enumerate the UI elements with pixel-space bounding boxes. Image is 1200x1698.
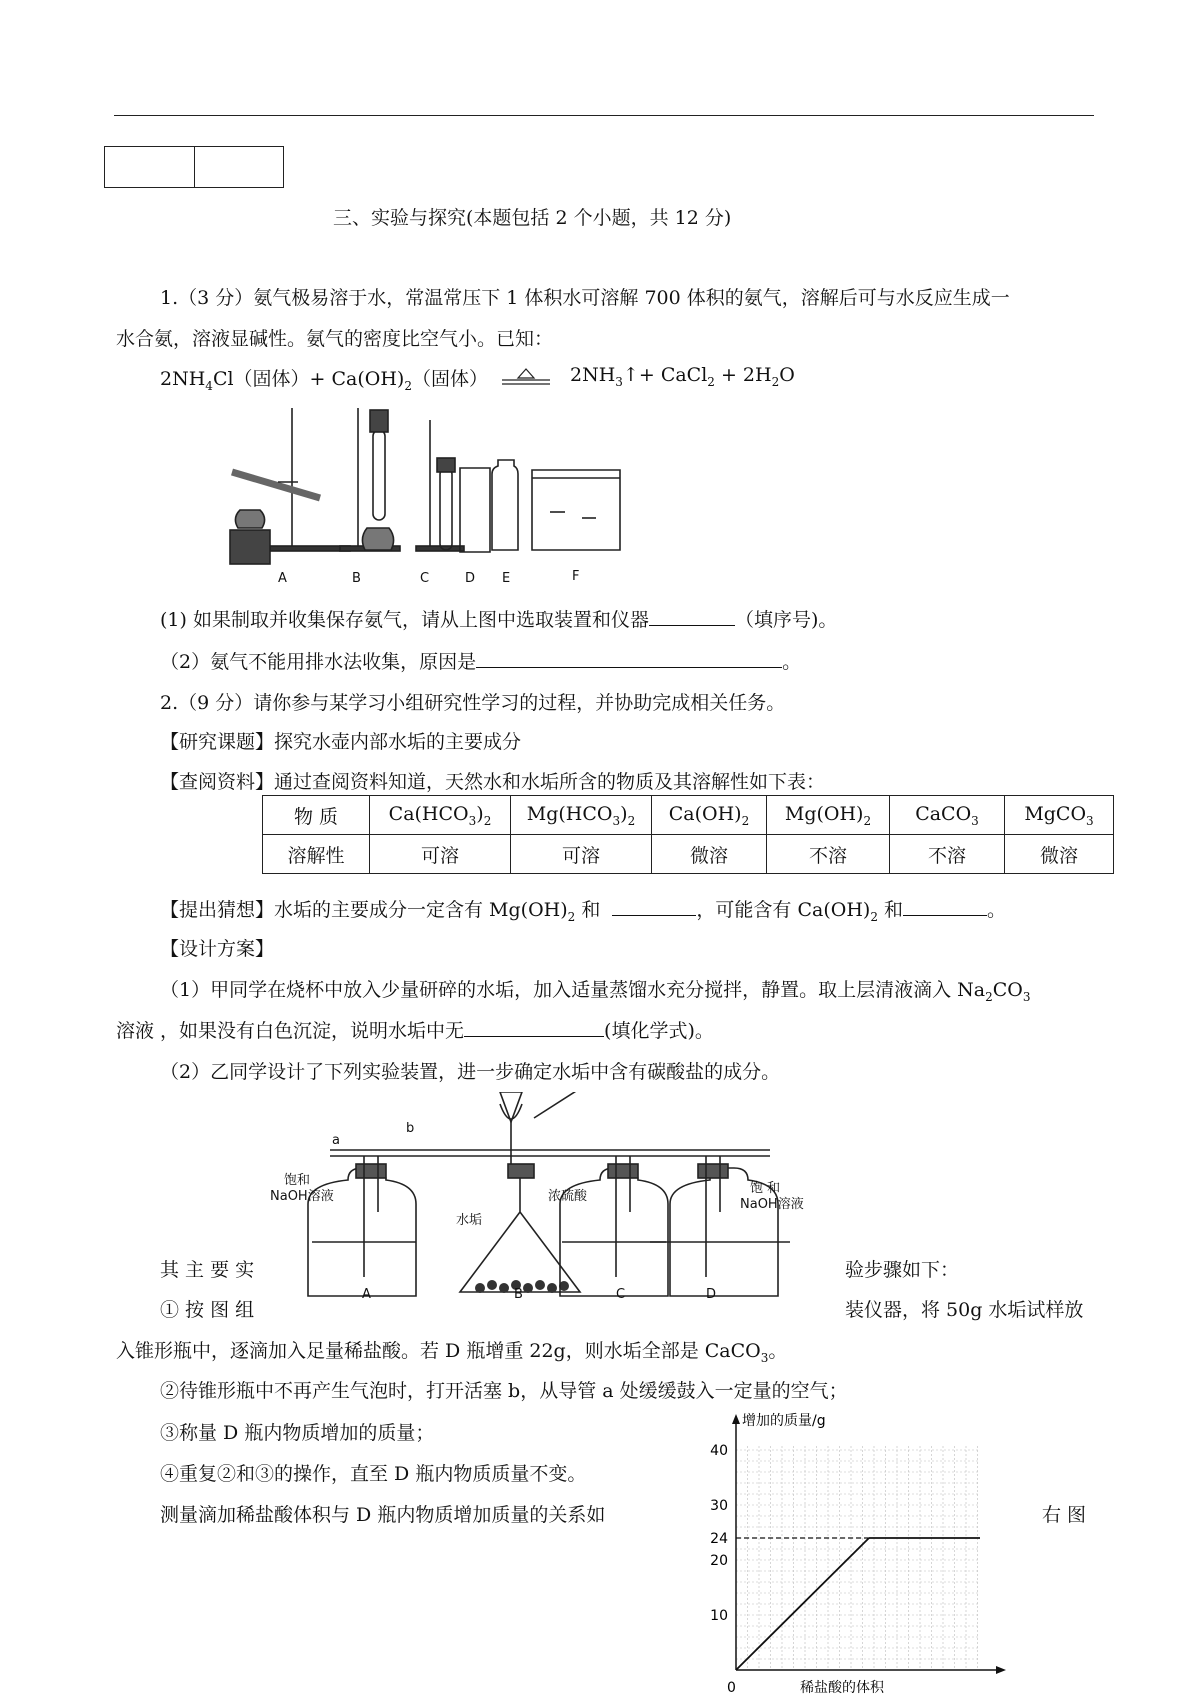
y-tick-label: 24 — [710, 1531, 728, 1547]
table-cell: MgCO$_3$ — [1005, 796, 1114, 835]
section-title: 三、实验与探究(本题包括 2 个小题，共 12 分) — [333, 207, 732, 229]
step1-right: 装仪器，将 50g 水垢试样放 — [845, 1299, 1084, 1321]
q1-sub2: （2）氨气不能用排水法收集，原因是 。 — [160, 651, 802, 673]
table-cell: 不溶 — [890, 835, 1005, 874]
score-cell-2 — [195, 147, 284, 187]
bottle-letter-b: B — [514, 1287, 523, 1302]
flask-b-label: 水垢 — [456, 1213, 483, 1228]
table-cell: $Mg(OH)_2$ — [767, 796, 890, 835]
q2-p1: （1）甲同学在烧杯中放入少量研碎的水垢，加入适量蒸馏水充分搅拌，静置。取上层清液滴入 $Na_2CO_3$ — [160, 979, 1031, 1004]
step4: ④重复②和③的操作，直至 D 瓶内物质质量不变。 — [160, 1463, 587, 1485]
apparatus-label-f: F — [572, 569, 580, 584]
q2-guess: 【提出猜想】水垢的主要成分一定含有 $Mg(OH)_2$ 和 ，可能含有 $Ca(OH)_2$ 和 。 — [160, 899, 1007, 924]
table-cell: $Ca(HCO_3)_2$ — [370, 796, 511, 835]
valve-b-label: b — [406, 1121, 415, 1136]
y-tick-label: 20 — [710, 1553, 728, 1569]
steps-right: 验步骤如下： — [845, 1259, 960, 1281]
apparatus-a-block — [230, 530, 270, 564]
chart-ylabel: 增加的质量/g — [742, 1413, 826, 1429]
tube-a-label: a — [332, 1133, 340, 1148]
q1-line2: 水合氨，溶液显碱性。氨气的密度比空气小。已知： — [116, 328, 554, 350]
step1-left: ① 按 图 组 — [160, 1299, 255, 1321]
guess-blank-1[interactable] — [612, 897, 696, 916]
q1-sub1-blank[interactable] — [649, 607, 735, 626]
bottle-letter-a: A — [362, 1287, 371, 1302]
q2-design: 【设计方案】 — [160, 938, 275, 960]
table-cell: CaCO$_3$ — [890, 796, 1005, 835]
table-row — [263, 796, 1114, 835]
table-cell: 溶解性 — [263, 835, 370, 874]
q1-equation-right: $2NH_3↑+$ CaCl$_2$ + $2H_2O$ — [570, 364, 795, 389]
q1-sub2-blank[interactable] — [476, 649, 782, 668]
table-cell: 可溶 — [511, 835, 652, 874]
table-cell: 可溶 — [370, 835, 511, 874]
chart-grid — [736, 1446, 980, 1670]
apparatus-label-c: C — [420, 571, 430, 586]
experiment-apparatus-figure — [270, 1092, 810, 1302]
apparatus-label-e: E — [502, 571, 511, 586]
q2-info: 【查阅资料】通过查阅资料知道，天然水和水垢所含的物质及其溶解性如下表： — [160, 771, 826, 793]
apparatus-label-b: B — [352, 571, 361, 586]
apparatus-label-d: D — [465, 571, 476, 586]
step2: ②待锥形瓶中不再产生气泡时，打开活塞 b，从导管 a 处缓缓鼓入一定量的空气； — [160, 1380, 848, 1402]
chart-origin-label: 0 — [727, 1680, 736, 1695]
bottle-letter-d: D — [706, 1287, 717, 1302]
q1-line1: 1.（3 分）氨气极易溶于水，常温常压下 1 体积水可溶解 700 体积的氨气，溶解后可与水反应生成一 — [160, 287, 1010, 309]
q1-sub1: (1) 如果制取并收集保存氨气，请从上图中选取装置和仪器 （填序号)。 — [160, 609, 838, 631]
chart-xlabel: 稀盐酸的体积 — [800, 1680, 884, 1695]
q1-equation-left: $2NH_4Cl$（固体）+ $Ca(OH)_2$（固体） — [160, 368, 489, 393]
measure-left: 测量滴加稀盐酸体积与 D 瓶内物质增加质量的关系如 — [160, 1504, 606, 1526]
step1-line2: 入锥形瓶中，逐滴加入足量稀盐酸。若 D 瓶增重 22g，则水垢全部是 CaCO$_3$。 — [116, 1340, 788, 1365]
y-tick-label: 40 — [710, 1443, 728, 1459]
heat-symbol-icon — [500, 366, 552, 386]
solubility-table — [262, 795, 1114, 874]
bottle-a-label-2: NaOH溶液 — [270, 1189, 334, 1204]
table-row — [263, 835, 1114, 874]
apparatus-label-a: A — [278, 571, 287, 586]
table-cell: 微溶 — [652, 835, 767, 874]
chart-axes — [732, 1414, 1006, 1674]
x-axis-arrow-icon — [996, 1666, 1006, 1674]
header-rule — [114, 115, 1094, 116]
bottle-a-label-1: 饱和 — [284, 1173, 311, 1188]
score-box — [104, 146, 284, 188]
measure-right: 右 图 — [1042, 1504, 1087, 1526]
step3: ③称量 D 瓶内物质增加的质量； — [160, 1422, 435, 1444]
y-tick-label: 10 — [710, 1608, 728, 1624]
table-cell: 物 质 — [263, 796, 370, 835]
y-axis-arrow-icon — [732, 1414, 740, 1424]
guess-blank-2[interactable] — [903, 897, 987, 916]
bottle-c-label: 浓硫酸 — [548, 1189, 588, 1204]
apparatus-figure — [220, 400, 700, 590]
q2-intro: 2.（9 分）请你参与某学习小组研究性学习的过程，并协助完成相关任务。 — [160, 692, 786, 714]
table-cell: $Mg(HCO_3)_2$ — [511, 796, 652, 835]
q2-p1-line2: 溶液 ，如果没有白色沉淀，说明水垢中无 (填化学式)。 — [116, 1020, 714, 1042]
mass-chart — [690, 1410, 1010, 1695]
bottle-letter-c: C — [616, 1287, 626, 1302]
bottle-d-label-2: NaOH溶液 — [740, 1197, 804, 1212]
table-cell: 不溶 — [767, 835, 890, 874]
y-tick-label: 30 — [710, 1498, 728, 1514]
table-cell: 微溶 — [1005, 835, 1114, 874]
q2-topic: 【研究课题】探究水壶内部水垢的主要成分 — [160, 731, 522, 753]
score-cell-1 — [105, 147, 195, 187]
chart-ticks — [710, 1443, 869, 1624]
table-cell: $Ca(OH)_2$ — [652, 796, 767, 835]
steps-left: 其 主 要 实 — [160, 1259, 255, 1281]
bottle-d-label-1: 饱 和 — [750, 1181, 781, 1196]
p1-blank[interactable] — [464, 1018, 604, 1037]
q2-p2: （2）乙同学设计了下列实验装置，进一步确定水垢中含有碳酸盐的成分。 — [160, 1061, 781, 1083]
